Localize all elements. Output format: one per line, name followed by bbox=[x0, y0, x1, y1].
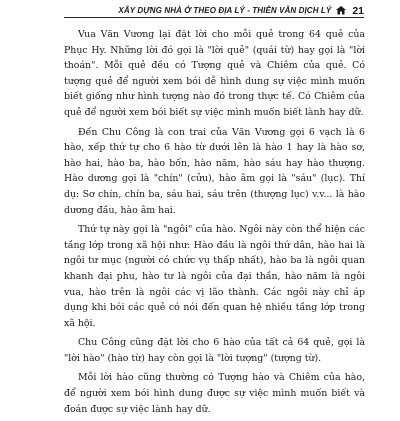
paragraph-1: Vua Văn Vương lại đặt lời cho mỗi quẻ trong 64 quẻ của Phục Hy. Những lời đó gọi là "lời quẻ" (quái từ) hay gọi là "lời thoán". Mỗi quẻ đều có Tượng quẻ và Chiêm của quẻ. Có tượng quẻ để người xem bói dễ hình dung sự việc mình muốn biết giống như hình tượng nào đó trong thực tế. Có Chiêm của quẻ để người xem bói biết sự việc mình muốn biết lành hay dữ. bbox=[64, 29, 365, 118]
paragraph-5: Mỗi lời hào cũng thường có Tượng hào và Chiêm của hào, để người xem bói hình dung được sự việc mình muốn biết và đoán được sự việc lành hay dữ. bbox=[64, 372, 365, 415]
running-title: XÂY DỰNG NHÀ Ở THEO ĐỊA LÝ - THIÊN VĂN DỊCH LÝ bbox=[118, 6, 332, 15]
page-header bbox=[64, 3, 364, 18]
paragraph-2: Đến Chu Công là con trai của Văn Vương gọi 6 vạch là 6 hào, xếp thứ tự cho 6 hào từ dưới lên là hào 1 hay là hào sơ, hào hai, hào ba, hào bốn, hào năm, hào sáu hay hào thượng. Hào dương gọi là "chín" (cửu), hào âm gọi là "sáu" (lục). Thí dụ: Sơ chín, chín ba, sáu hai, sáu trên (thượng lục) v.v... là hào dương đầu, hào âm hai. bbox=[64, 126, 365, 216]
house-icon bbox=[335, 5, 347, 15]
paragraph-4: Chu Công cũng đặt lời cho 6 hào của tất cả 64 quẻ, gọi là "lời hào" (hào từ) hay còn gọi là "lời tượng" (tượng từ). bbox=[64, 337, 365, 364]
page-number: 21 bbox=[352, 5, 364, 17]
body-text bbox=[64, 27, 365, 421]
paragraph-3: Thứ tự này gọi là "ngôi" của hào. Ngôi này còn thể hiện các tầng lớp trong xã hội như: Hào đầu là ngôi thứ dân, hào hai là ngôi tư mục (người có chức vụ thấp nhất), hào ba là ngôi quan khanh đại phu, hào tư là ngôi của đại thần, hào năm là ngôi vua, hào trên là ngôi các vị lão thành. Các ngôi này chỉ áp dụng khi bói các quẻ có nói đến quan hệ nhiều tầng lớp trong xã hội. bbox=[64, 224, 365, 329]
